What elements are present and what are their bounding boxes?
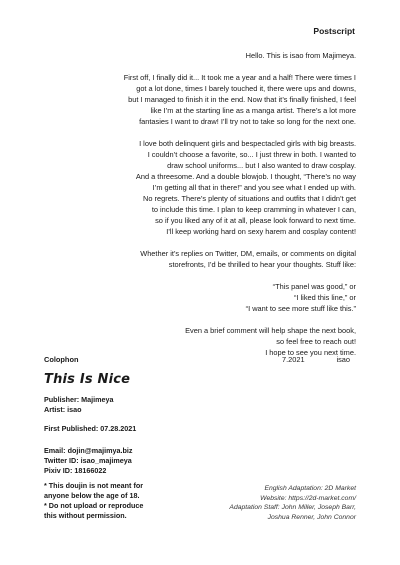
text-line: Even a brief comment will help shape the next book,: [185, 326, 356, 335]
greeting: Hello. This is isao from Majimeya.: [245, 51, 356, 60]
text-line: got a lot done, times I barely touched it, there were ups and downs,: [136, 84, 356, 93]
postscript-signature: isao: [336, 355, 350, 364]
notice-line: anyone below the age of 18.: [44, 491, 140, 500]
text-line: to include this time. I plan to keep cramming in whatever I can,: [151, 205, 356, 214]
paragraph-2: [38, 138, 356, 237]
text-line: draw school uniforms... but I also wanted to draw cosplay.: [167, 161, 356, 170]
text-line: storefronts, I’d be thrilled to hear your thoughts. Stuff like:: [168, 260, 356, 269]
notice-block: [44, 481, 143, 521]
colophon-header: [44, 355, 356, 369]
credit-line: Joshua Renner, John Connor: [267, 513, 356, 521]
text-line: I love both delinquent girls and bespectacled girls with big breasts.: [139, 139, 356, 148]
text-line: I’ll keep working hard on sexy harem and cosplay content!: [166, 227, 356, 236]
paragraph-4: [38, 325, 356, 358]
publisher: Publisher: Majimeya: [44, 395, 114, 404]
text-line: I couldn’t choose a favorite, so... I just threw in both. I wanted to: [147, 150, 356, 159]
colophon-label: Colophon: [44, 355, 79, 364]
adaptation-credits: [229, 484, 356, 522]
text-line: like I’m at the starting line as a manga artist. There’s a lot more: [150, 106, 356, 115]
quote-list: [38, 281, 356, 314]
pixiv-id: Pixiv ID: 18166022: [44, 466, 107, 475]
first-published: [44, 424, 136, 434]
text-line: so if you liked any of it at all, please look forward to next time.: [155, 216, 356, 225]
first-published-date: First Published: 07.28.2021: [44, 424, 137, 433]
text-line: No regrets. There’s plenty of situations and outfits that I didn’t get: [143, 194, 356, 203]
text-line: Whether it’s replies on Twitter, DM, emails, or comments on digital: [140, 249, 356, 258]
notice-line: * This doujin is not meant for: [44, 481, 144, 490]
credit-line: English Adaptation: 2D Market: [264, 485, 356, 492]
text-line: fantasies I want to draw! I’ll try not to take so long for the next one.: [139, 117, 356, 126]
postscript-body: [38, 50, 356, 358]
postscript-date: 7.2021: [282, 355, 305, 364]
quote-line: “I want to see more stuff like this.”: [245, 304, 356, 313]
publisher-block: [44, 395, 114, 415]
contact-block: [44, 446, 133, 476]
credit-line: Adaptation Staff: John Miller, Joseph Barr,: [229, 504, 356, 511]
paragraph-3: [38, 248, 356, 270]
text-line: so feel free to reach out!: [276, 337, 356, 346]
text-line: I’m getting all that in there!” and you see what I ended up with.: [152, 183, 356, 192]
text-line: And a threesome. And a double blowjob. I thought, “There’s no way: [135, 172, 356, 181]
credit-line: Website: https://2d-market.com/: [260, 494, 356, 502]
notice-line: this without permission.: [44, 511, 127, 520]
artist: Artist: isao: [44, 405, 82, 414]
book-title: This Is Nice: [44, 372, 131, 387]
quote-line: “I liked this line,” or: [293, 293, 356, 302]
twitter-id: Twitter ID: isao_majimeya: [44, 456, 132, 465]
text-line: First off, I finally did it... It took me a year and a half! There were times I: [123, 73, 356, 82]
postscript-title: Postscript: [313, 26, 355, 36]
text-line: but I managed to finish it in the end. Now that it’s finally finished, I feel: [128, 95, 356, 104]
email: Email: dojin@majimya.biz: [44, 446, 133, 455]
paragraph-1: [38, 72, 356, 127]
quote-line: “This panel was good,” or: [272, 282, 356, 291]
notice-line: * Do not upload or reproduce: [44, 501, 144, 510]
text-line: I hope to see you next time.: [265, 348, 356, 357]
